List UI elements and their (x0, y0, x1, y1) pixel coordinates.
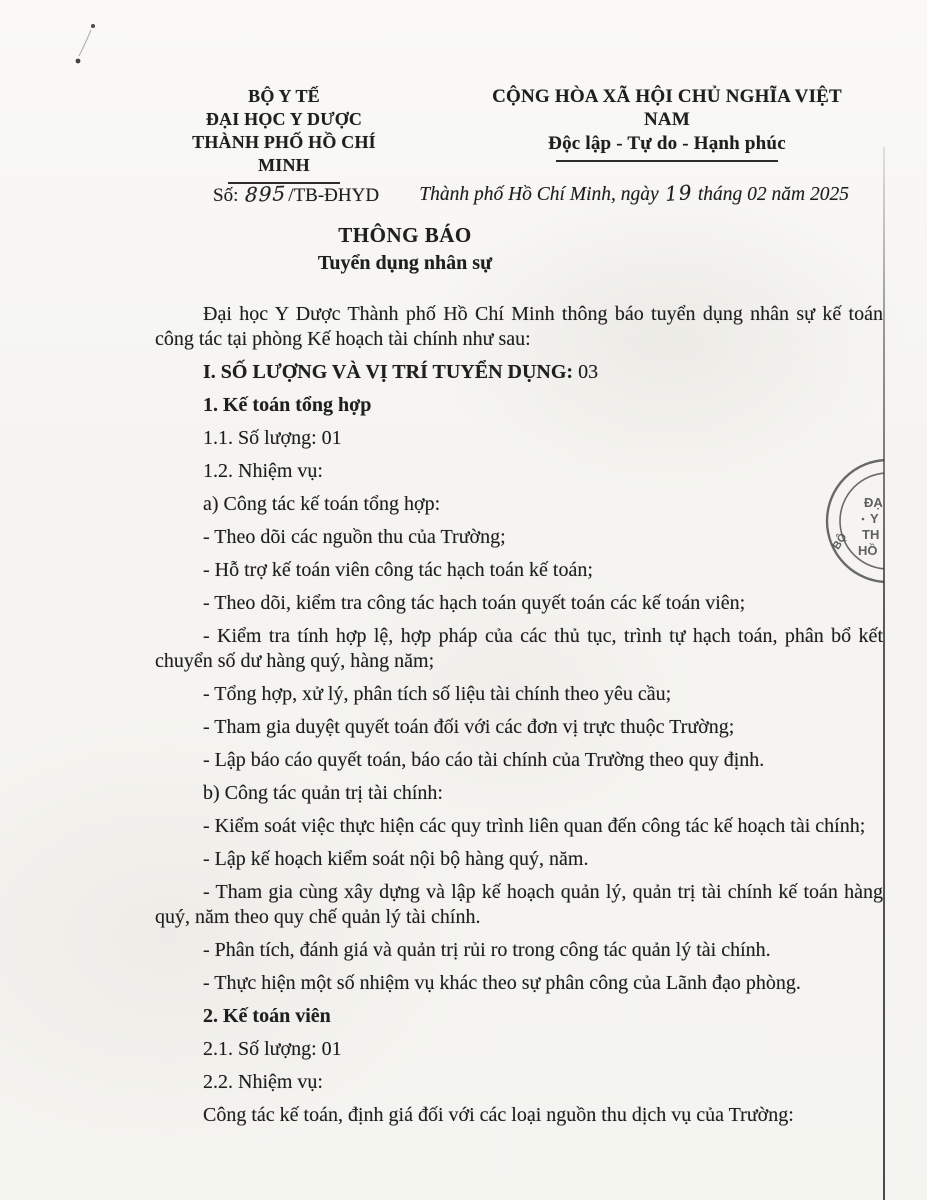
org-name-line2: THÀNH PHỐ HỒ CHÍ MINH (192, 132, 376, 175)
paragraph-text: - Kiểm tra tính hợp lệ, hợp pháp của các thủ tục, trình tự hạch toán, phân bổ kết chuyển số dư hàng quý, hàng năm; (155, 625, 883, 672)
paragraph-bold-text: I. SỐ LƯỢNG VÀ VỊ TRÍ TUYỂN DỤNG: (203, 361, 579, 383)
paragraph-text: - Phân tích, đánh giá và quản trị rủi ro trong công tác quản lý tài chính. (203, 939, 771, 961)
paragraph-text: 03 (578, 361, 599, 383)
national-header-block (478, 85, 856, 162)
number-label: Số: (213, 185, 239, 206)
paragraph (155, 591, 883, 616)
paragraph (155, 302, 883, 352)
national-title: CỘNG HÒA XÃ HỘI CHỦ NGHĨA VIỆT NAM (492, 86, 842, 130)
document-title-block (155, 222, 655, 276)
number-suffix: /TB-ĐHYD (288, 185, 380, 206)
paragraph-text: 2.2. Nhiệm vụ: (203, 1071, 323, 1093)
paragraph (155, 682, 883, 707)
paragraph (155, 459, 883, 484)
paragraph-text: - Theo dõi các nguồn thu của Trường; (203, 526, 506, 548)
paragraph (155, 715, 883, 740)
paragraph-text: - Lập kế hoạch kiểm soát nội bộ hàng quý, năm. (203, 848, 589, 870)
paragraph-text: Đại học Y Dược Thành phố Hồ Chí Minh thông báo tuyển dụng nhân sự kế toán công tác tại phòng Kế hoạch tài chính như sau: (155, 303, 883, 350)
issuing-org-block (173, 85, 395, 184)
paragraph (155, 624, 883, 674)
paragraph (155, 558, 883, 583)
paragraph (155, 492, 883, 517)
place-date-prefix: Thành phố Hồ Chí Minh, ngày (419, 184, 659, 205)
paragraph (155, 360, 883, 385)
paragraph-text: - Lập báo cáo quyết toán, báo cáo tài chính của Trường theo quy định. (203, 749, 765, 771)
paragraph (155, 938, 883, 963)
paragraph-text: - Tham gia cùng xây dựng và lập kế hoạch quản lý, quản trị tài chính kế toán hàng quý, năm theo quy chế quản lý tài chính. (155, 881, 883, 928)
document-subtitle: Tuyển dụng nhân sự (317, 252, 493, 274)
paragraph-text: b) Công tác quản trị tài chính: (203, 782, 443, 804)
paragraph-text: 2.1. Số lượng: 01 (203, 1038, 342, 1060)
paragraph-text: - Hỗ trợ kế toán viên công tác hạch toán kế toán; (203, 559, 593, 581)
seal-ring-text-fragment: BỘ (830, 531, 850, 552)
document-title: THÔNG BÁO (338, 223, 472, 247)
handwritten-number: 895 (244, 181, 287, 207)
paragraph (155, 847, 883, 872)
handwritten-day: 19 (663, 180, 693, 206)
paragraph (155, 525, 883, 550)
place-date-line (419, 181, 849, 206)
document-body (155, 294, 883, 1128)
seal-text-fragment: HỒ (858, 543, 878, 558)
paragraph (155, 1004, 883, 1029)
paragraph (155, 426, 883, 451)
paragraph-text: 1.2. Nhiệm vụ: (203, 460, 323, 482)
paragraph (155, 748, 883, 773)
paragraph-bold-text: 1. Kế toán tổng hợp (203, 394, 372, 416)
national-motto: Độc lập - Tự do - Hạnh phúc (548, 133, 786, 154)
paragraph (155, 393, 883, 418)
paragraph-text: - Tổng hợp, xử lý, phân tích số liệu tài chính theo yêu cầu; (203, 683, 672, 705)
ministry-name: BỘ Y TẾ (248, 86, 320, 106)
paragraph (155, 781, 883, 806)
paragraph (155, 1103, 883, 1128)
paragraph (155, 1037, 883, 1062)
document-number (213, 182, 379, 207)
official-seal-partial (824, 455, 884, 591)
paragraph-text: 1.1. Số lượng: 01 (203, 427, 342, 449)
pen-scribble-mark (68, 12, 114, 72)
seal-text-fragment: ĐẠ (864, 495, 883, 510)
place-date-suffix: tháng 02 năm 2025 (697, 184, 849, 205)
paragraph (155, 971, 883, 996)
paragraph-text: Công tác kế toán, định giá đối với các loại nguồn thu dịch vụ của Trường: (203, 1104, 794, 1126)
scan-edge-line (883, 147, 885, 1200)
paragraph-text: a) Công tác kế toán tổng hợp: (203, 493, 441, 515)
seal-text-fragment: Y (870, 511, 879, 526)
paragraph-text: - Thực hiện một số nhiệm vụ khác theo sự phân công của Lãnh đạo phòng. (203, 972, 801, 994)
motto-underline (556, 160, 778, 162)
org-name-line1: ĐẠI HỌC Y DƯỢC (205, 109, 363, 129)
paragraph (155, 880, 883, 930)
seal-text-fragment: TH (862, 527, 880, 542)
paragraph-text: - Kiểm soát việc thực hiện các quy trình liên quan đến công tác kế hoạch tài chính; (203, 815, 866, 837)
paragraph (155, 1070, 883, 1095)
paragraph (155, 814, 883, 839)
paragraph-text: - Tham gia duyệt quyết toán đối với các đơn vị trực thuộc Trường; (203, 716, 735, 738)
paragraph-bold-text: 2. Kế toán viên (203, 1005, 331, 1027)
paragraph-text: - Theo dõi, kiểm tra công tác hạch toán quyết toán các kế toán viên; (203, 592, 746, 614)
